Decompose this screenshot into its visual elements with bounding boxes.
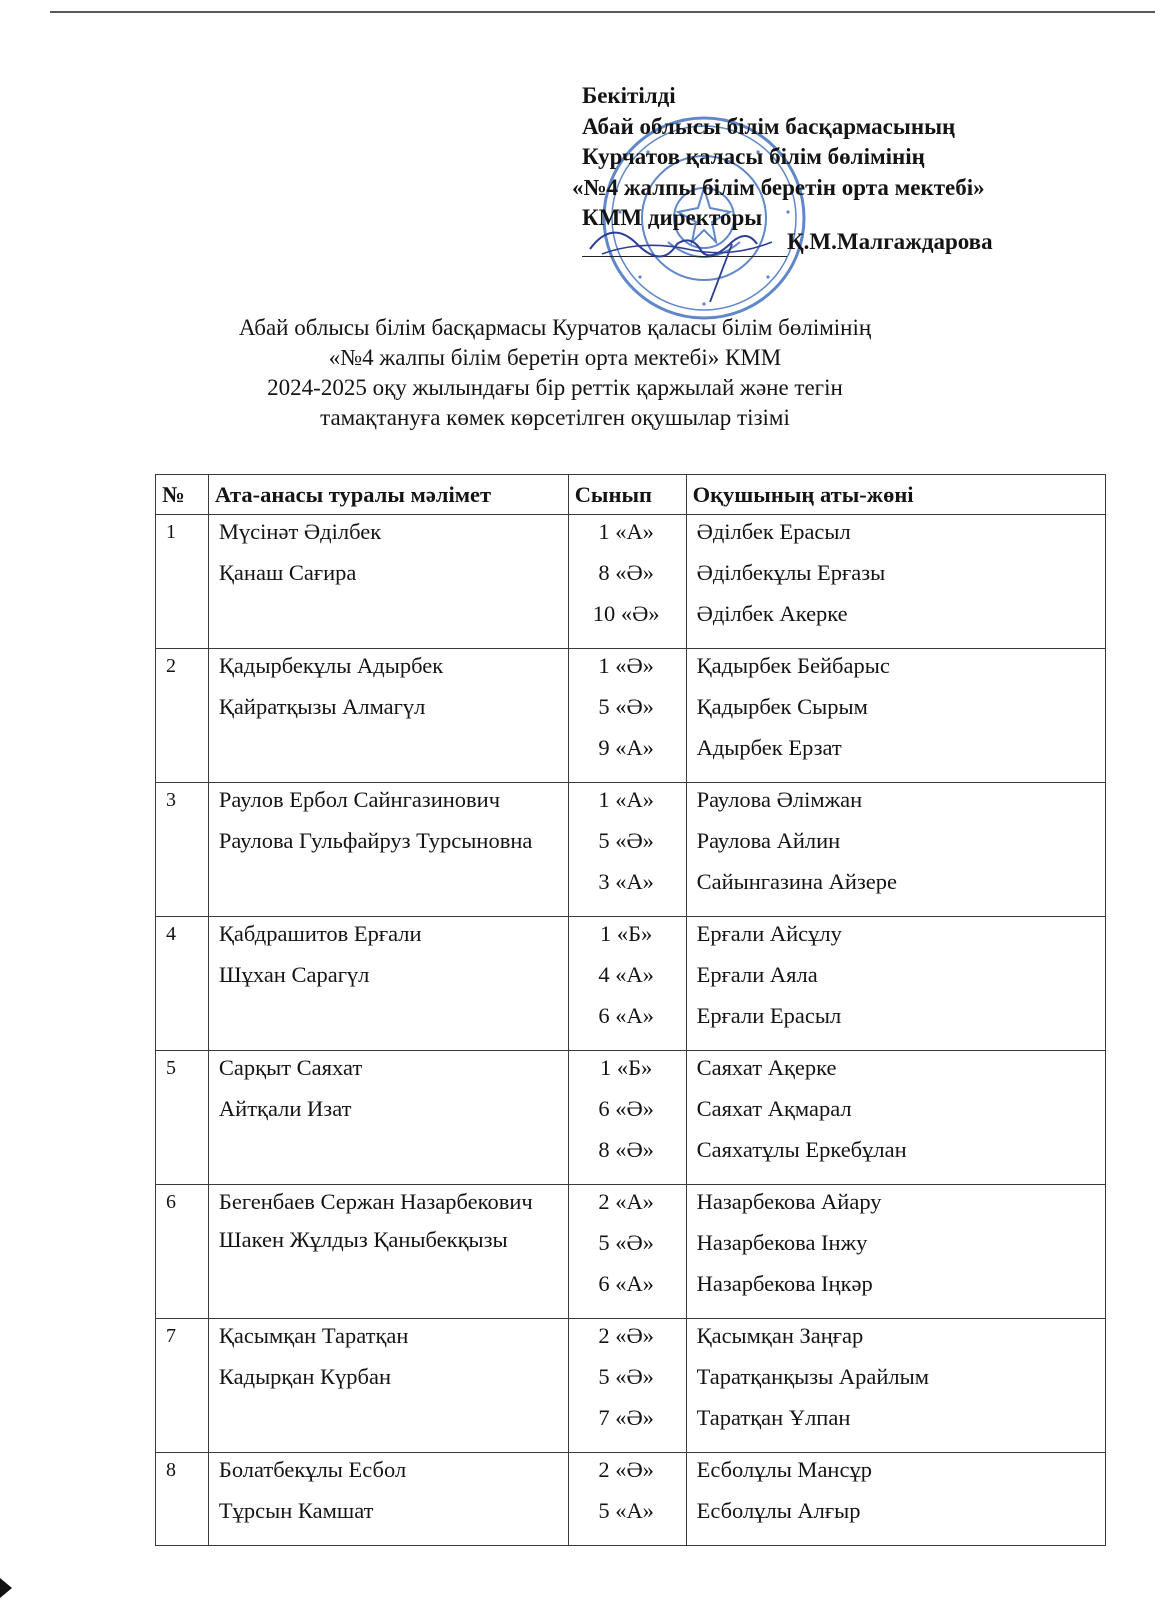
handwritten-signature xyxy=(582,214,792,304)
parent-name: Раулов Ербол Сайнгазинович xyxy=(218,787,501,812)
row-number: 3 xyxy=(156,783,209,917)
student-name: Саяхатұлы Еркебұлан xyxy=(696,1137,907,1162)
parent-name: Шұхан Сарагүл xyxy=(218,962,370,987)
class-value: 5 «Ә» xyxy=(598,694,654,719)
parent-name: Қабдрашитов Ерғали xyxy=(218,921,422,946)
row-number: 6 xyxy=(156,1185,209,1319)
class-value: 10 «Ә» xyxy=(592,601,660,626)
parent-name: Қадырбекұлы Адырбек xyxy=(218,653,444,678)
table-row xyxy=(156,783,1106,917)
class-value: 2 «Ә» xyxy=(598,1323,654,1348)
class-value: 9 «А» xyxy=(598,735,654,760)
student-name: Қадырбек Бейбарыс xyxy=(696,653,890,678)
table-header-row xyxy=(156,475,1106,515)
table-row xyxy=(156,917,1106,1051)
student-name: Назарбекова Іңкәр xyxy=(696,1271,873,1296)
title-line: 2024-2025 оқу жылындағы бір реттік қаржылай және тегін xyxy=(267,375,843,400)
scan-corner-mark xyxy=(0,1578,12,1598)
table-row xyxy=(156,1453,1106,1546)
student-name: Қадырбек Сырым xyxy=(696,694,868,719)
parent-name: Қанаш Сағира xyxy=(218,560,357,585)
class-value: 2 «Ә» xyxy=(598,1457,654,1482)
student-name: Есболұлы Алғыр xyxy=(696,1498,861,1523)
top-rule xyxy=(50,11,1155,13)
class-value: 1 «Б» xyxy=(599,1055,653,1080)
class-value: 3 «А» xyxy=(598,869,654,894)
class-value: 5 «А» xyxy=(598,1498,654,1523)
student-name: Адырбек Ерзат xyxy=(696,735,842,760)
student-name: Раулова Айлин xyxy=(696,828,841,853)
student-name: Таратқанқызы Арайлым xyxy=(696,1364,929,1389)
approval-line: КММ директоры xyxy=(582,205,763,230)
table-row xyxy=(156,649,1106,783)
row-number: 4 xyxy=(156,917,209,1051)
title-line: тамақтануға көмек көрсетілген оқушылар тізімі xyxy=(320,405,790,430)
class-value: 1 «Б» xyxy=(599,921,653,946)
student-name: Әділбекұлы Ерғазы xyxy=(696,560,886,585)
parent-name: Бегенбаев Сержан Назарбекович xyxy=(218,1189,533,1214)
row-number: 8 xyxy=(156,1453,209,1546)
approval-line: Абай облысы білім басқармасының xyxy=(582,113,956,139)
student-name: Саяхат Ақерке xyxy=(696,1055,837,1080)
header-class: Сынып xyxy=(568,475,686,515)
document-title xyxy=(200,313,910,433)
student-name: Сайынгазина Айзере xyxy=(696,869,897,894)
row-number: 5 xyxy=(156,1051,209,1185)
student-name: Раулова Әлімжан xyxy=(696,787,863,812)
student-name: Әділбек Акерке xyxy=(696,601,848,626)
student-name: Қасымқан Заңғар xyxy=(696,1323,864,1348)
class-value: 1 «А» xyxy=(598,787,654,812)
class-value: 1 «Ә» xyxy=(598,653,654,678)
parent-name: Раулова Гульфайруз Турсыновна xyxy=(218,828,533,853)
class-value: 8 «Ә» xyxy=(598,560,654,585)
class-value: 2 «А» xyxy=(598,1189,654,1214)
class-value: 1 «А» xyxy=(598,519,654,544)
approval-line: Курчатов қаласы білім бөлімінің xyxy=(582,144,925,169)
class-value: 6 «А» xyxy=(598,1271,654,1296)
parent-name: Болатбекұлы Есбол xyxy=(218,1457,407,1482)
title-line: Абай облысы білім басқармасы Курчатов қаласы білім бөлімінің xyxy=(238,315,872,340)
row-number: 7 xyxy=(156,1319,209,1453)
student-name: Ерғали Аяла xyxy=(696,962,818,987)
student-name: Ерғали Ерасыл xyxy=(696,1003,842,1028)
parent-name: Айтқали Изат xyxy=(218,1096,352,1121)
table-row xyxy=(156,1185,1106,1319)
parent-name: Қайратқызы Алмагүл xyxy=(218,694,426,719)
class-value: 8 «Ә» xyxy=(598,1137,654,1162)
class-value: 6 «А» xyxy=(598,1003,654,1028)
header-parents: Ата-анасы туралы мәлімет xyxy=(208,475,568,515)
class-value: 5 «Ә» xyxy=(598,828,654,853)
row-number: 2 xyxy=(156,649,209,783)
parent-name: Қасымқан Таратқан xyxy=(218,1323,409,1348)
parent-name: Мүсінәт Әділбек xyxy=(218,519,382,544)
header-number: № xyxy=(156,475,209,515)
class-value: 5 «Ә» xyxy=(598,1230,654,1255)
approval-line: Бекітілді xyxy=(582,83,676,108)
header-student: Оқушының аты-жөні xyxy=(686,475,1105,515)
parent-name: Кадырқан Күрбан xyxy=(218,1364,392,1389)
student-name: Саяхат Ақмарал xyxy=(696,1096,852,1121)
students-table xyxy=(155,474,1106,1546)
parent-name: Сарқыт Саяхат xyxy=(218,1055,363,1080)
director-name: Қ.М.Малгаждарова xyxy=(787,229,993,254)
approval-block xyxy=(572,81,985,234)
student-name: Назарбекова Айару xyxy=(696,1189,882,1214)
title-line: «№4 жалпы білім беретін орта мектебі» КММ xyxy=(328,345,782,370)
class-value: 5 «Ә» xyxy=(598,1364,654,1389)
student-name: Назарбекова Інжу xyxy=(696,1230,868,1255)
student-name: Есболұлы Мансұр xyxy=(696,1457,872,1482)
class-value: 4 «А» xyxy=(598,962,654,987)
parent-name: Тұрсын Камшат xyxy=(218,1498,374,1523)
approval-line: «№4 жалпы білім беретін орта мектебі» xyxy=(572,174,985,200)
student-name: Әділбек Ерасыл xyxy=(696,519,851,544)
student-name: Таратқан Ұлпан xyxy=(696,1405,851,1430)
row-number: 1 xyxy=(156,515,209,649)
parent-name: Шакен Жұлдыз Қаныбекқызы xyxy=(218,1227,508,1252)
student-name: Ерғали Айсұлу xyxy=(696,921,842,946)
table-row xyxy=(156,1051,1106,1185)
table-row xyxy=(156,1319,1106,1453)
table-row xyxy=(156,515,1106,649)
class-value: 6 «Ә» xyxy=(598,1096,654,1121)
class-value: 7 «Ә» xyxy=(598,1405,654,1430)
